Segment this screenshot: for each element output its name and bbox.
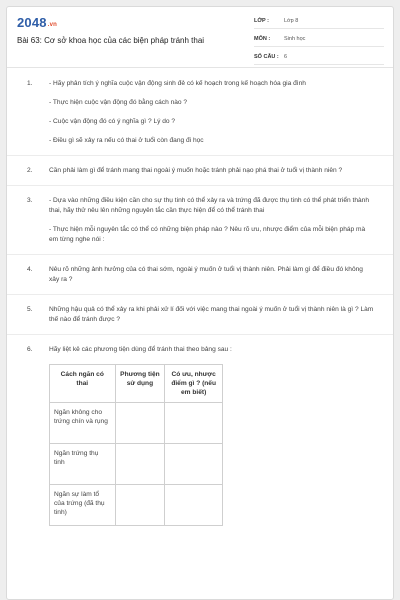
table-cell: Ngăn sự làm tổ của trứng (đã thụ tinh)	[50, 485, 116, 526]
table-header-row	[50, 365, 223, 403]
question-number: 6.	[27, 346, 33, 353]
question-number: 3.	[27, 197, 33, 204]
site-logo[interactable]	[17, 15, 57, 30]
question-6	[7, 345, 393, 526]
question-3	[7, 196, 393, 245]
table-row	[50, 444, 223, 485]
table-cell	[115, 403, 165, 444]
table-header-cell: Phương tiện sử dụng	[115, 365, 165, 403]
lesson-title: Bài 63: Cơ sở khoa học của các biện pháp tránh thai	[17, 36, 205, 45]
table-cell	[165, 485, 223, 526]
table-header-cell: Có ưu, nhược điểm gì ? (nếu em biết)	[165, 365, 223, 403]
meta-info	[254, 14, 384, 68]
contraception-table	[49, 364, 223, 526]
logo-text: 2048	[17, 15, 47, 30]
table-row	[50, 485, 223, 526]
divider	[7, 254, 393, 255]
meta-value: Lớp 8	[284, 18, 299, 24]
question-2	[7, 166, 393, 176]
meta-value: Sinh học	[284, 36, 306, 42]
table-header-cell: Cách ngăn có thai	[50, 365, 116, 403]
question-list	[7, 79, 393, 526]
meta-value: 6	[284, 54, 288, 60]
question-subpoint: - Điều gì sẽ xảy ra nếu có thai ở tuổi còn đang đi học	[49, 137, 204, 144]
question-5	[7, 305, 393, 325]
question-number: 4.	[27, 266, 33, 273]
divider	[7, 334, 393, 335]
question-1	[7, 79, 393, 146]
question-text: Hãy liệt kê các phương tiện dùng để tránh thai theo bảng sau :	[49, 346, 232, 353]
question-4	[7, 265, 393, 285]
table-cell	[165, 444, 223, 485]
question-text: Nêu rõ những ảnh hưởng của có thai sớm, ngoài ý muốn ở tuổi vị thành niên. Phải làm gì để điều đó không xảy ra ?	[49, 266, 363, 283]
meta-key: MÔN :	[254, 36, 271, 42]
divider	[7, 185, 393, 186]
question-text: - Dựa vào những điều kiện cần cho sự thụ tinh có thể xảy ra và trứng đã được thụ tinh có thể phát triển thành thai, hãy thử nêu lên những nguyên tắc cần thực hiện để có thể tránh thai	[49, 197, 370, 214]
question-number: 1.	[27, 80, 33, 87]
table-cell	[115, 485, 165, 526]
table-cell	[115, 444, 165, 485]
question-text: Những hậu quả có thể xảy ra khi phải xử lí đối với việc mang thai ngoài ý muốn ở tuổi vị thành niên là gì ? Làm thế nào để tránh được ?	[49, 306, 374, 323]
divider	[7, 294, 393, 295]
question-text: Cần phải làm gì để tránh mang thai ngoài ý muốn hoặc tránh phải nạo phá thai ở tuổi vị thành niên ?	[49, 167, 343, 174]
meta-row-subject	[254, 32, 384, 47]
logo-suffix: .vn	[47, 22, 58, 28]
meta-key: SỐ CÂU :	[254, 54, 279, 60]
divider	[7, 155, 393, 156]
table-cell: Ngăn không cho trứng chín và rụng	[50, 403, 116, 444]
meta-row-question-count	[254, 50, 384, 65]
question-number: 5.	[27, 306, 33, 313]
table-row	[50, 403, 223, 444]
meta-key: LỚP :	[254, 18, 269, 24]
table-cell	[165, 403, 223, 444]
worksheet-page	[6, 6, 394, 600]
question-text: - Hãy phân tích ý nghĩa cuộc vận động sinh đẻ có kế hoạch trong kế hoạch hóa gia đình	[49, 80, 306, 87]
question-number: 2.	[27, 167, 33, 174]
question-subpoint: - Cuộc vận động đó có ý nghĩa gì ? Lý do ?	[49, 118, 176, 125]
question-subpoint: - Thực hiện mỗi nguyên tắc có thể có những biện pháp nào ? Nêu rõ ưu, nhược điểm của mỗi biện pháp mà em từng nghe nói :	[49, 226, 366, 243]
question-subpoint: - Thực hiện cuộc vận động đó bằng cách nào ?	[49, 99, 188, 106]
table-cell: Ngăn trứng thụ tinh	[50, 444, 116, 485]
meta-row-class	[254, 14, 384, 29]
worksheet-header	[7, 7, 393, 68]
